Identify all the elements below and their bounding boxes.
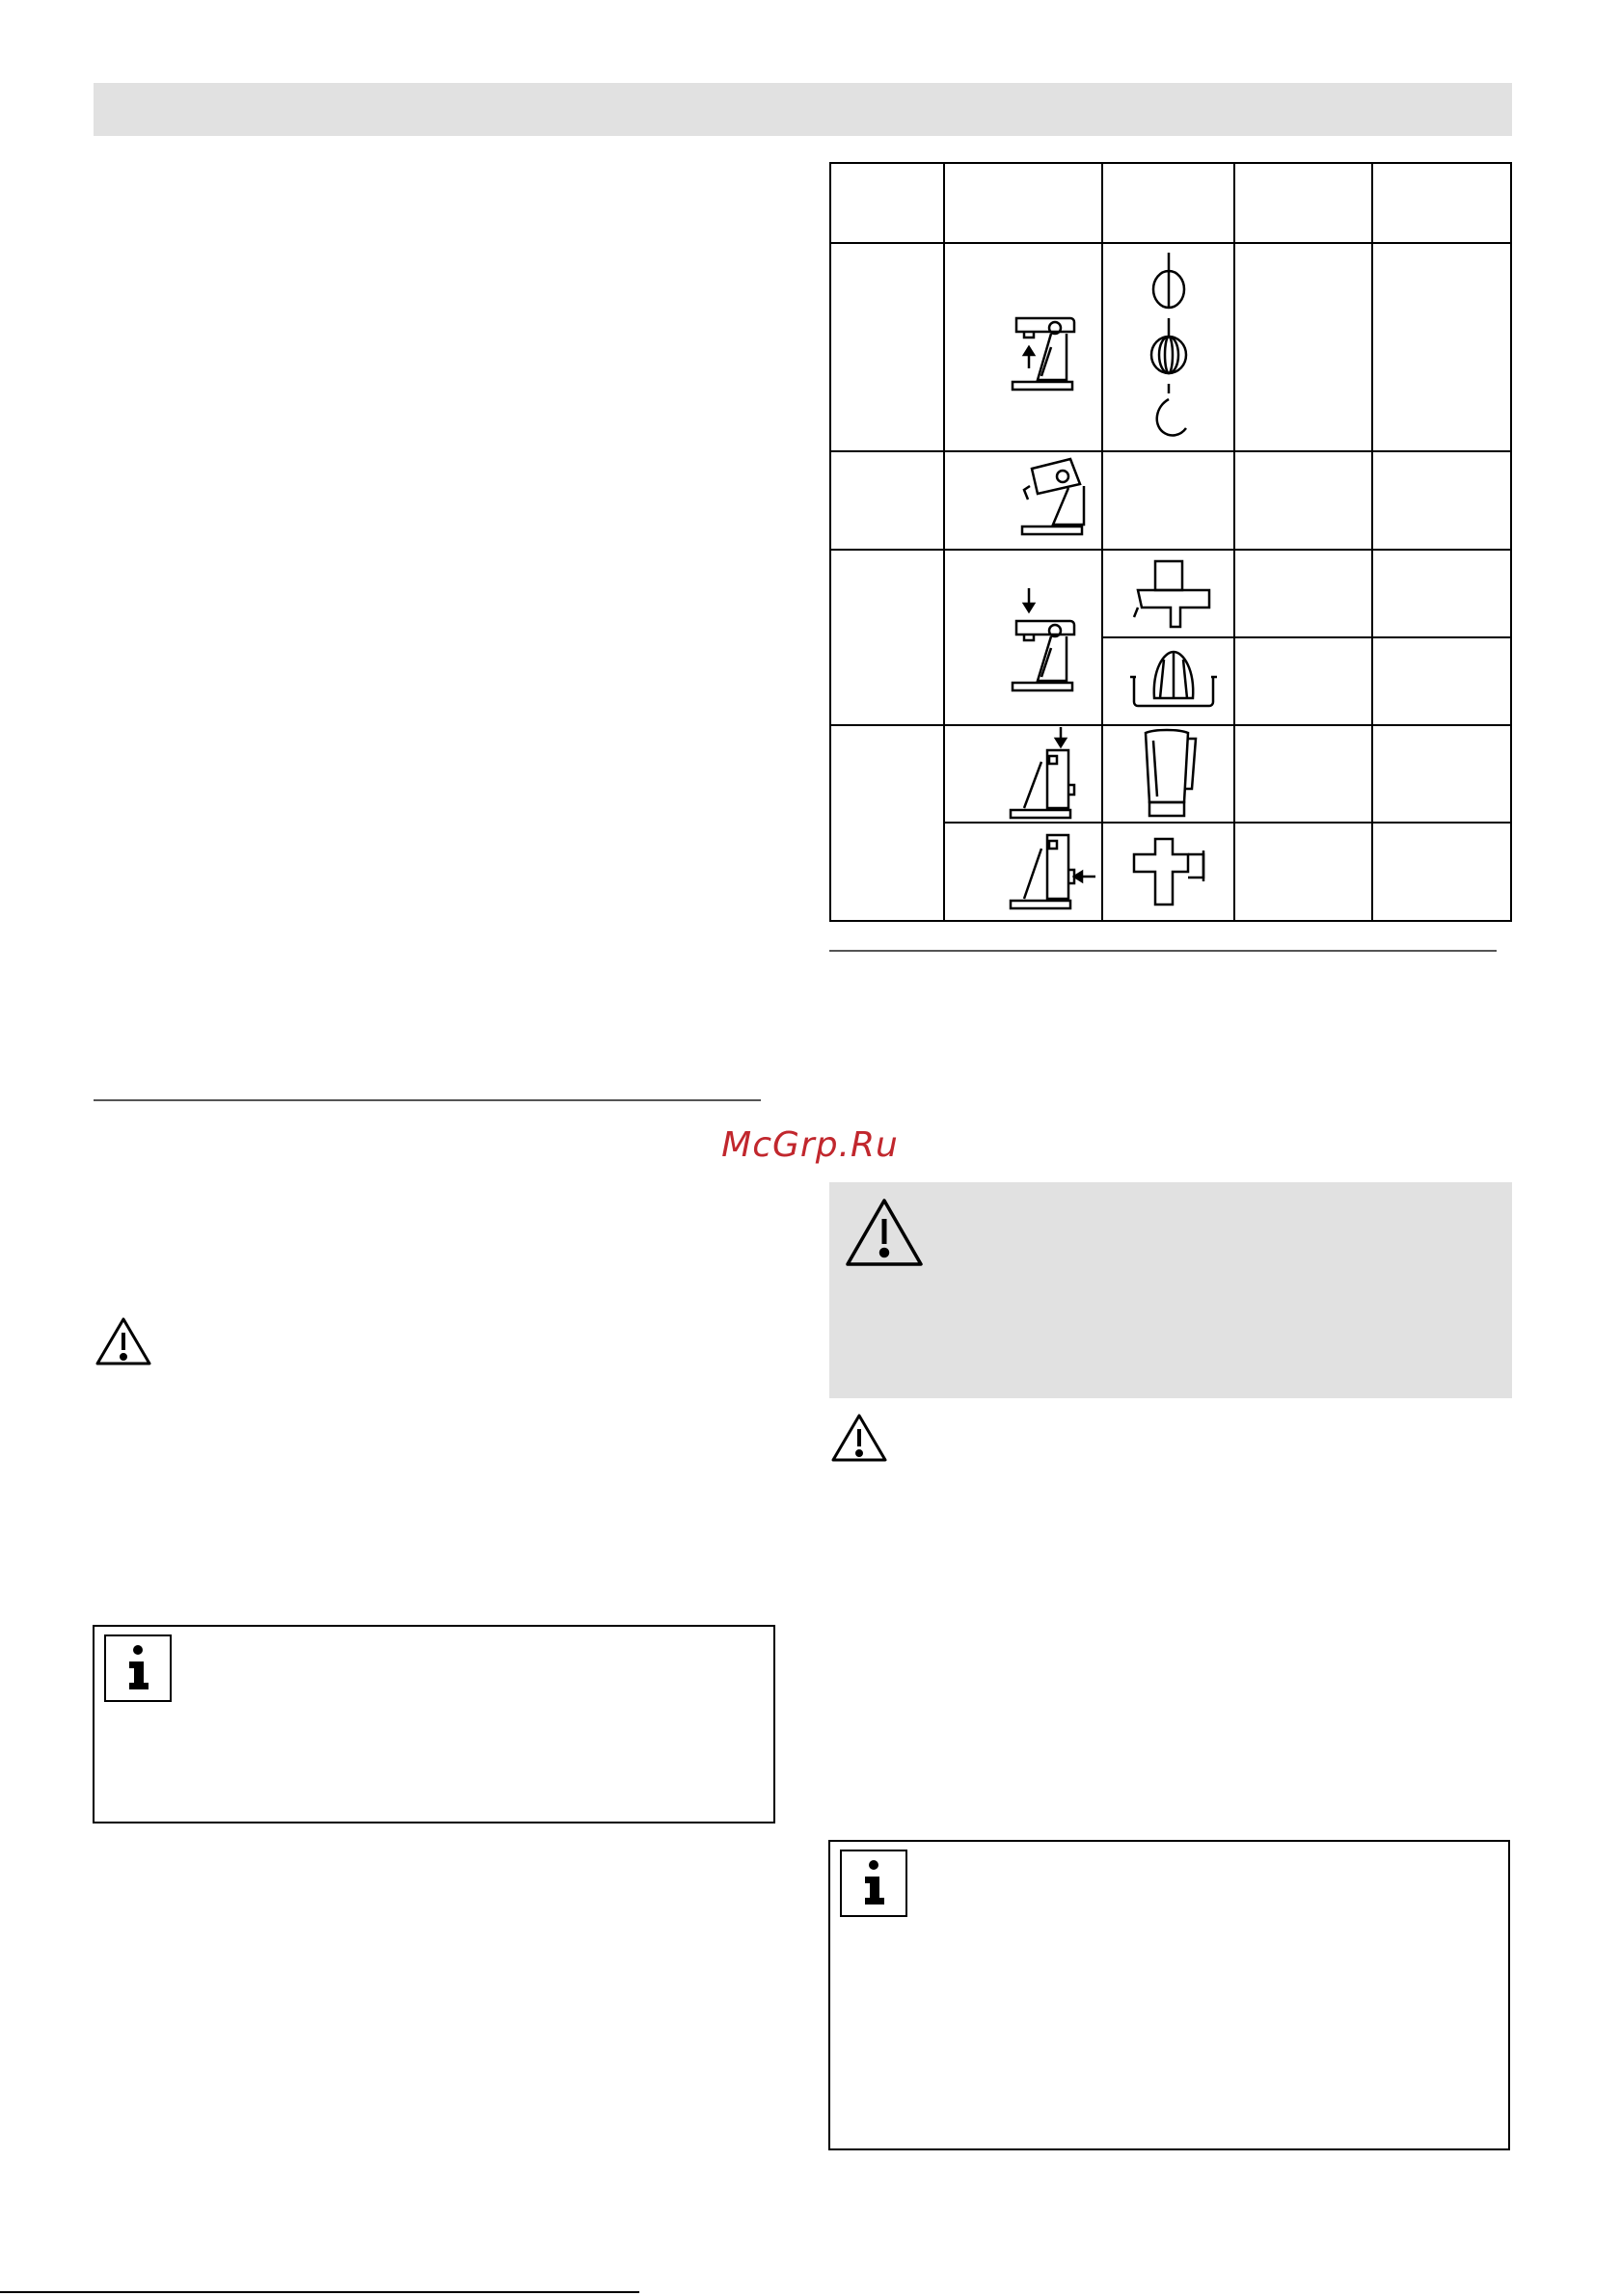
dough-hook-icon bbox=[1140, 382, 1198, 446]
mixer-front-top-icon bbox=[993, 727, 1099, 824]
warning-icon bbox=[829, 1412, 889, 1464]
footer-rule bbox=[0, 2291, 639, 2293]
info-icon bbox=[104, 1634, 172, 1702]
mixer-front-side-icon bbox=[993, 825, 1101, 918]
mincer-icon bbox=[1126, 837, 1223, 914]
info-icon bbox=[840, 1850, 907, 1917]
mixer-tilted-icon bbox=[1013, 453, 1101, 546]
watermark: McGrp.Ru bbox=[721, 1125, 899, 1165]
warning-panel bbox=[829, 1182, 1512, 1398]
left-column-rule bbox=[94, 1099, 761, 1101]
header-bar bbox=[94, 83, 1512, 136]
warning-icon bbox=[94, 1315, 153, 1367]
balloon-whisk-icon bbox=[1140, 316, 1198, 376]
info-box bbox=[93, 1625, 775, 1823]
right-column-rule bbox=[829, 950, 1497, 952]
info-box bbox=[828, 1840, 1510, 2150]
blender-jug-icon bbox=[1136, 727, 1203, 820]
citrus-press-icon bbox=[1121, 638, 1227, 723]
warning-icon bbox=[843, 1196, 926, 1269]
mixer-raised-icon bbox=[995, 309, 1101, 405]
whisk-icon bbox=[1140, 251, 1198, 311]
accessory-table bbox=[829, 162, 1512, 924]
mixer-lowered-icon bbox=[995, 586, 1101, 721]
food-processor-icon bbox=[1126, 555, 1223, 636]
